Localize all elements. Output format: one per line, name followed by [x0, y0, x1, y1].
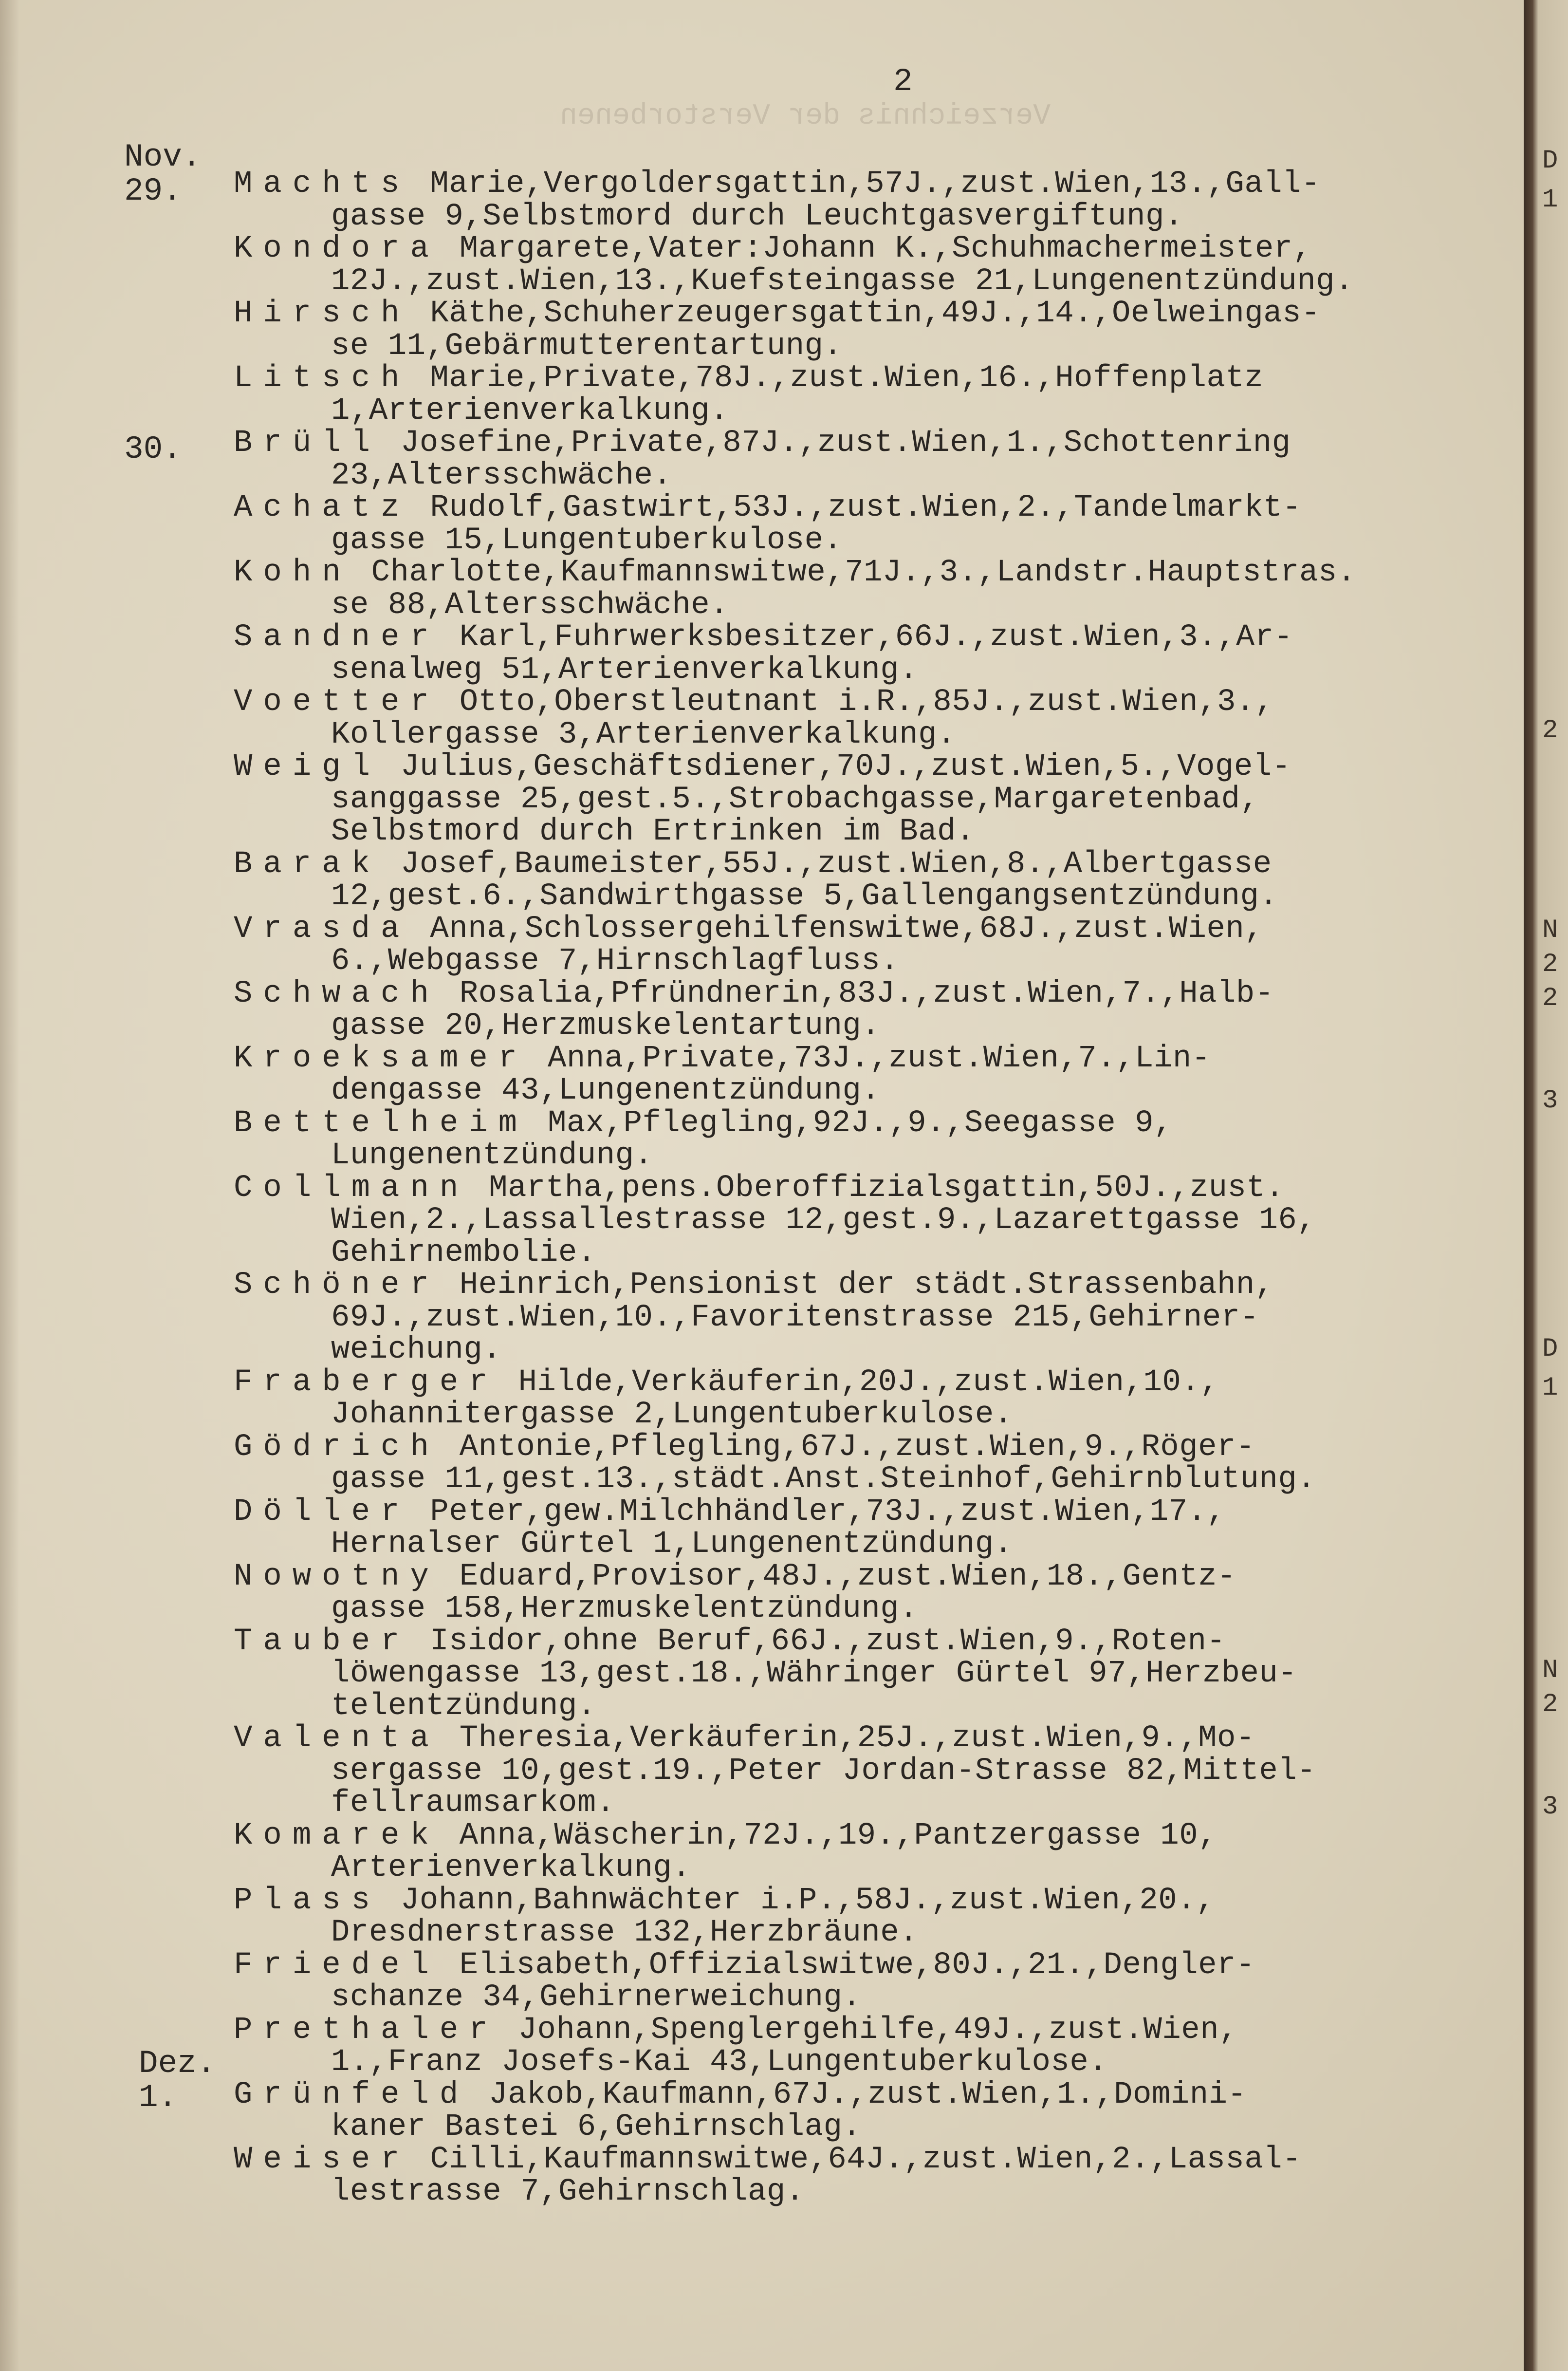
- entry-first-line: [234, 2014, 1509, 2047]
- entry-continuation-line: lestrasse 7,Gehirnschlag.: [331, 2174, 805, 2209]
- register-entry: [234, 362, 1509, 427]
- entry-first-line: [234, 913, 1509, 946]
- register-entry: [234, 978, 1509, 1043]
- date-day-1: 1.: [139, 2079, 178, 2116]
- entry-first-line: [234, 686, 1509, 719]
- entry-details: Peter,gew.Milchhändler,73J.,zust.Wien,17.,: [411, 1494, 1226, 1530]
- entry-continuation-line: Arterienverkalkung.: [331, 1850, 691, 1886]
- register-entry: [234, 1172, 1509, 1270]
- entry-details: Heinrich,Pensionist der städt.Strassenbahn,: [440, 1268, 1274, 1303]
- margin-fragment: 1: [1542, 1373, 1558, 1403]
- date-month-dez: Dez.: [139, 2045, 216, 2082]
- register-entry: [234, 1366, 1509, 1431]
- entry-continuation-line: schanze 34,Gehirnerweichung.: [331, 1980, 862, 2015]
- entry-details: Otto,Oberstleutnant i.R.,85J.,zust.Wien,3.,: [440, 685, 1274, 720]
- entry-surname: Plass: [234, 1883, 381, 1918]
- entry-first-line: [234, 1172, 1509, 1205]
- entry-continuation-line: 23,Altersschwäche.: [331, 458, 672, 493]
- entry-continuation-line: 12,gest.6.,Sandwirthgasse 5,Gallengangsentzündung.: [331, 879, 1278, 914]
- register-entry: [234, 298, 1509, 362]
- entry-surname: Tauber: [234, 1624, 410, 1659]
- entry-surname: Weigl: [234, 749, 381, 784]
- right-margin-fragments: [1546, 0, 1568, 2371]
- entry-first-line: [234, 1107, 1509, 1140]
- entry-details: Johann,Spenglergehilfe,49J.,zust.Wien,: [499, 2012, 1238, 2048]
- margin-fragment: D: [1542, 146, 1558, 176]
- entry-details: Marie,Private,78J.,zust.Wien,16.,Hoffenplatz: [411, 361, 1264, 396]
- register-entry: [234, 557, 1509, 621]
- entry-continuation-line: 1.,Franz Josefs-Kai 43,Lungentuberkulose.: [331, 2045, 1108, 2080]
- margin-fragment: 2: [1542, 716, 1558, 746]
- entry-surname: Schöner: [234, 1268, 440, 1303]
- entry-details: Martha,pens.Oberoffizialsgattin,50J.,zust.: [470, 1170, 1285, 1206]
- entry-first-line: [234, 233, 1509, 265]
- entry-first-line: [234, 2144, 1509, 2176]
- entry-first-line: [234, 1431, 1509, 1464]
- entry-surname: Hirsch: [234, 296, 410, 331]
- entry-details: Käthe,Schuherzeugersgattin,49J.,14.,Oelweingas-: [411, 296, 1320, 331]
- entry-continuation-line: weichung.: [331, 1332, 502, 1367]
- entry-continuation-line: löwengasse 13,gest.18.,Währinger Gürtel 97,Herzbeu-: [331, 1656, 1297, 1691]
- page-gutter-shadow: [0, 0, 19, 2371]
- entry-first-line: [234, 298, 1509, 330]
- entry-first-line: [234, 848, 1509, 881]
- register-entry: [234, 1722, 1509, 1820]
- entry-continuation-line: 1,Arterienverkalkung.: [331, 393, 729, 429]
- margin-fragment: N: [1542, 915, 1558, 945]
- entry-continuation-line: Selbstmord durch Ertrinken im Bad.: [331, 814, 975, 849]
- entry-first-line: [234, 168, 1509, 201]
- entry-details: Anna,Private,73J.,zust.Wien,7.,Lin-: [529, 1041, 1211, 1076]
- entry-surname: Litsch: [234, 361, 410, 396]
- entry-details: Marie,Vergoldersgattin,57J.,zust.Wien,13.,Gall-: [411, 167, 1320, 202]
- register-entry: [234, 427, 1509, 492]
- entry-first-line: [234, 751, 1509, 784]
- entry-first-line: [234, 978, 1509, 1010]
- entry-details: Johann,Bahnwächter i.P.,58J.,zust.Wien,20.,: [382, 1883, 1215, 1918]
- entry-continuation-line: gasse 15,Lungentuberkulose.: [331, 523, 843, 558]
- margin-fragment: 1: [1542, 185, 1558, 215]
- entry-surname: Friedel: [234, 1947, 440, 1983]
- margin-fragment: D: [1542, 1334, 1558, 1364]
- register-entry: [234, 233, 1509, 298]
- entry-surname: Barak: [234, 846, 381, 882]
- date-day-30: 30.: [124, 431, 182, 467]
- entry-first-line: [234, 557, 1509, 589]
- entry-details: Josefine,Private,87J.,zust.Wien,1.,Schottenring: [382, 426, 1291, 461]
- entry-continuation-line: Dresdnerstrasse 132,Herzbräune.: [331, 1915, 919, 1950]
- entry-continuation-line: Hernalser Gürtel 1,Lungenentzündung.: [331, 1527, 1013, 1562]
- entry-surname: Gödrich: [234, 1429, 440, 1465]
- entry-details: Rudolf,Gastwirt,53J.,zust.Wien,2.,Tandelmarkt-: [411, 490, 1302, 525]
- entry-details: Anna,Schlossergehilfenswitwe,68J.,zust.Wien,: [411, 911, 1264, 947]
- register-entry: [234, 1431, 1509, 1496]
- entry-surname: Fraberger: [234, 1364, 498, 1400]
- register-entry: [234, 1496, 1509, 1561]
- register-entry: [234, 848, 1509, 913]
- entry-continuation-line: sergasse 10,gest.19.,Peter Jordan-Strasse 82,Mittel-: [331, 1753, 1316, 1789]
- date-day-29: 29.: [124, 173, 182, 209]
- entry-continuation-line: dengasse 43,Lungenentzündung.: [331, 1073, 881, 1108]
- entry-details: Josef,Baumeister,55J.,zust.Wien,8.,Albertgasse: [382, 846, 1272, 882]
- entry-first-line: [234, 2079, 1509, 2111]
- register-entry: [234, 913, 1509, 978]
- register-entry: [234, 1561, 1509, 1625]
- entry-details: Anna,Wäscherin,72J.,19.,Pantzergasse 10,: [440, 1818, 1217, 1853]
- entry-surname: Komarek: [234, 1818, 440, 1853]
- death-register-entries: [234, 168, 1509, 2208]
- register-entry: [234, 1043, 1509, 1107]
- entry-continuation-line: 69J.,zust.Wien,10.,Favoritenstrasse 215,Gehirner-: [331, 1300, 1259, 1335]
- register-entry: [234, 1269, 1509, 1366]
- entry-details: Julius,Geschäftsdiener,70J.,zust.Wien,5.,Vogel-: [382, 749, 1291, 784]
- entry-surname: Brüll: [234, 426, 381, 461]
- entry-details: Jakob,Kaufmann,67J.,zust.Wien,1.,Domini-: [470, 2077, 1247, 2112]
- entry-continuation-line: Wien,2.,Lassallestrasse 12,gest.9.,Lazarettgasse 16,: [331, 1203, 1316, 1238]
- entry-details: Theresia,Verkäuferin,25J.,zust.Wien,9.,Mo-: [440, 1721, 1255, 1756]
- entry-first-line: [234, 1043, 1509, 1075]
- entry-details: Max,Pflegling,92J.,9.,Seegasse 9,: [529, 1105, 1173, 1141]
- margin-fragment: 3: [1542, 1086, 1558, 1116]
- entry-continuation-line: sanggasse 25,gest.5.,Strobachgasse,Margaretenbad,: [331, 782, 1259, 817]
- entry-surname: Collmann: [234, 1170, 469, 1206]
- register-entry: [234, 1820, 1509, 1885]
- date-month-nov: Nov.: [124, 139, 202, 175]
- entry-continuation-line: Lungenentzündung.: [331, 1138, 653, 1173]
- entry-first-line: [234, 492, 1509, 524]
- entry-details: Isidor,ohne Beruf,66J.,zust.Wien,9.,Roten-: [411, 1624, 1226, 1659]
- entry-first-line: [234, 1820, 1509, 1852]
- register-entry: [234, 168, 1509, 233]
- entry-first-line: [234, 1722, 1509, 1755]
- entry-continuation-line: fellraumsarkom.: [331, 1786, 615, 1821]
- entry-continuation-line: se 88,Altersschwäche.: [331, 587, 729, 623]
- entry-continuation-line: telentzündung.: [331, 1688, 596, 1724]
- entry-first-line: [234, 1496, 1509, 1529]
- entry-details: Charlotte,Kaufmannswitwe,71J.,3.,Landstr.Hauptstras.: [352, 555, 1356, 590]
- entry-first-line: [234, 621, 1509, 654]
- register-entry: [234, 621, 1509, 686]
- register-entry: [234, 2079, 1509, 2144]
- entry-details: Rosalia,Pfründnerin,83J.,zust.Wien,7.,Halb-: [440, 976, 1274, 1011]
- entry-surname: Bettelheim: [234, 1105, 528, 1141]
- entry-first-line: [234, 1561, 1509, 1593]
- entry-surname: Kohn: [234, 555, 351, 590]
- entry-surname: Valenta: [234, 1721, 440, 1756]
- register-entry: [234, 1949, 1509, 2014]
- entry-details: Karl,Fuhrwerksbesitzer,66J.,zust.Wien,3.,Ar-: [440, 620, 1293, 655]
- register-entry: [234, 686, 1509, 751]
- register-entry: [234, 1625, 1509, 1723]
- entry-details: Elisabeth,Offizialswitwe,80J.,21.,Dengler-: [440, 1947, 1255, 1983]
- entry-continuation-line: Johannitergasse 2,Lungentuberkulose.: [331, 1397, 1013, 1432]
- margin-fragment: 2: [1542, 984, 1558, 1013]
- entry-continuation-line: gasse 11,gest.13.,städt.Anst.Steinhof,Gehirnblutung.: [331, 1462, 1316, 1497]
- page-number: 2: [893, 63, 913, 100]
- entry-first-line: [234, 1366, 1509, 1399]
- entry-surname: Grünfeld: [234, 2077, 469, 2112]
- entry-details: Antonie,Pflegling,67J.,zust.Wien,9.,Röger-: [440, 1429, 1255, 1465]
- entry-details: Cilli,Kaufmannswitwe,64J.,zust.Wien,2.,Lassal-: [411, 2142, 1302, 2177]
- entry-first-line: [234, 1269, 1509, 1302]
- register-entry: [234, 751, 1509, 848]
- entry-continuation-line: gasse 20,Herzmuskelentartung.: [331, 1008, 881, 1044]
- entry-continuation-line: kaner Bastei 6,Gehirnschlag.: [331, 2110, 862, 2145]
- entry-details: Eduard,Provisor,48J.,zust.Wien,18.,Gentz-: [440, 1559, 1236, 1594]
- register-entry: [234, 1107, 1509, 1172]
- entry-continuation-line: gasse 158,Herzmuskelentzündung.: [331, 1591, 919, 1626]
- entry-surname: Döller: [234, 1494, 410, 1530]
- entry-surname: Kondora: [234, 231, 440, 266]
- bleed-through-text: Verzeichnis der Verstorbenen: [560, 100, 1051, 133]
- entry-surname: Vrasda: [234, 911, 410, 947]
- entry-surname: Machts: [234, 167, 410, 202]
- entry-first-line: [234, 1885, 1509, 1917]
- margin-fragment: 2: [1542, 1690, 1558, 1719]
- entry-first-line: [234, 1625, 1509, 1658]
- entry-surname: Achatz: [234, 490, 410, 525]
- entry-continuation-line: se 11,Gebärmutterentartung.: [331, 328, 843, 364]
- margin-fragment: 2: [1542, 950, 1558, 979]
- entry-details: Margarete,Vater:Johann K.,Schuhmachermeister,: [440, 231, 1312, 266]
- entry-continuation-line: Gehirnembolie.: [331, 1235, 596, 1270]
- entry-continuation-line: 6.,Webgasse 7,Hirnschlagfluss.: [331, 944, 900, 979]
- entry-surname: Schwach: [234, 976, 440, 1011]
- register-entry: [234, 492, 1509, 557]
- entry-first-line: [234, 1949, 1509, 1982]
- entry-details: Hilde,Verkäuferin,20J.,zust.Wien,10.,: [499, 1364, 1219, 1400]
- entry-surname: Prethaler: [234, 2012, 498, 2048]
- entry-first-line: [234, 362, 1509, 395]
- register-entry: [234, 1885, 1509, 1949]
- entry-surname: Weiser: [234, 2142, 410, 2177]
- entry-continuation-line: gasse 9,Selbstmord durch Leuchtgasvergiftung.: [331, 199, 1183, 234]
- margin-fragment: N: [1542, 1656, 1558, 1685]
- entry-surname: Kroeksamer: [234, 1041, 528, 1076]
- entry-continuation-line: Kollergasse 3,Arterienverkalkung.: [331, 717, 956, 752]
- register-entry: [234, 2014, 1509, 2079]
- entry-continuation-line: 12J.,zust.Wien,13.,Kuefsteingasse 21,Lungenentzündung.: [331, 263, 1354, 299]
- entry-surname: Sandner: [234, 620, 440, 655]
- margin-fragment: 3: [1542, 1792, 1558, 1822]
- register-entry: [234, 2144, 1509, 2208]
- entry-surname: Nowotny: [234, 1559, 440, 1594]
- entry-first-line: [234, 427, 1509, 460]
- entry-continuation-line: senalweg 51,Arterienverkalkung.: [331, 652, 919, 688]
- entry-surname: Voetter: [234, 685, 440, 720]
